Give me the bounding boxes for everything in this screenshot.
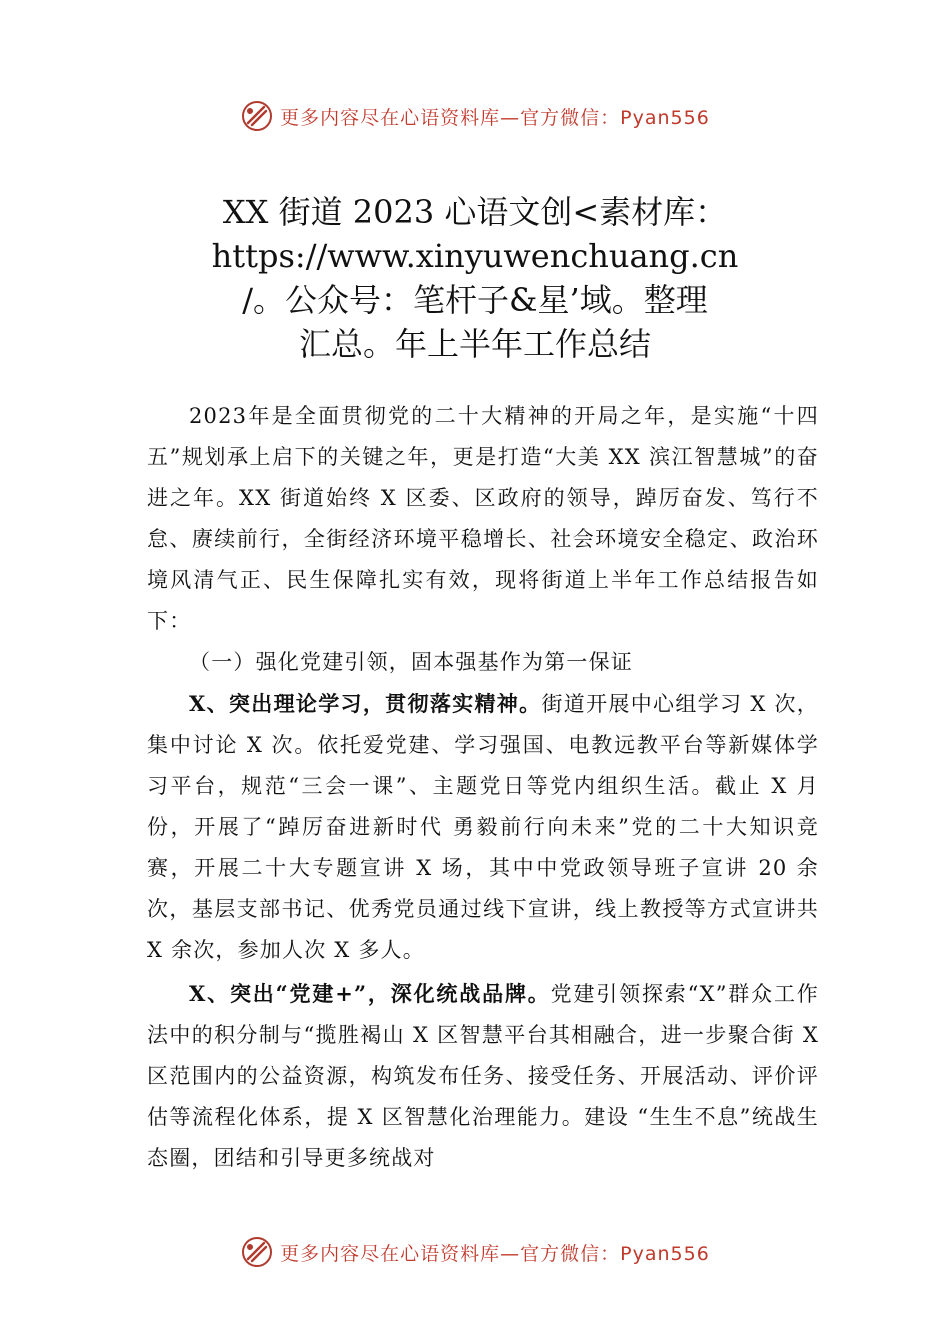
banner-wechat-id: Pyan556 [620, 106, 710, 129]
brush-logo-icon [240, 1235, 274, 1269]
item-paragraph [147, 683, 819, 971]
banner-label: 更多内容尽在心语资料库—官方微信： [280, 1242, 621, 1265]
item-paragraph [147, 973, 819, 1179]
banner-wechat-id: Pyan556 [620, 1242, 710, 1265]
title-line: XX 街道 2023 心语文创<素材库： [222, 193, 728, 231]
title-line: /。公众号：笔杆子&星’域。整理 [242, 281, 708, 319]
item-text: 党建引领探索“X”群众工作法中的积分制与“揽胜褐山 X 区智慧平台其相融合，进一步聚合街 X 区范围内的公益资源，构筑发布任务、接受任务、开展活动、评价评估等流程化体系，提 X 区智慧化治理能力。建设 “生生不息”统战生态圈，团结和引导更多统战对 [147, 982, 819, 1170]
item-text: 街道开展中心组学习 X 次，集中讨论 X 次。依托爱党建、学习强国、电教远教平台等新媒体学习平台，规范“三会一课”、主题党日等党内组织生活。截止 X 月份，开展了“踔厉奋进新时代 勇毅前行向未来”党的二十大知识竞赛，开展二十大专题宣讲 X 场，其中中党政领导班子宣讲 20 余次，基层支部书记、优秀党员通过线下宣讲，线上教授等方式宣讲共 X 余次，参加人次 X 多人。 [147, 692, 819, 962]
banner-text [280, 103, 710, 130]
intro-paragraph: 2023年是全面贯彻党的二十大精神的开局之年，是实施“十四五”规划承上启下的关键之年，更是打造“大美 XX 滨江智慧城”的奋进之年。XX 街道始终 X 区委、区政府的领导，踔厉奋发、笃行不怠、赓续前行，全街经济环境平稳增长、社会环境安全稳定、政治环境风清气正、民生保障扎实有效，现将街道上半年工作总结报告如下： [147, 404, 819, 633]
title-line: 汇总。年上半年工作总结 [298, 325, 651, 363]
item-title: X、突出理论学习，贯彻落实精神。 [189, 691, 542, 716]
banner-text [280, 1239, 710, 1266]
footer-watermark-banner [0, 1232, 950, 1272]
header-watermark-banner [0, 96, 950, 136]
item-title: X、突出“党建+”，深化统战品牌。 [189, 981, 551, 1006]
document-body [147, 396, 819, 1179]
title-line: https://www.xinyuwenchuang.cn [211, 237, 739, 275]
banner-label: 更多内容尽在心语资料库—官方微信： [280, 106, 621, 129]
document-title [150, 190, 800, 366]
section-heading: （一）强化党建引领，固本强基作为第一保证 [189, 650, 633, 674]
brush-logo-icon [240, 99, 274, 133]
